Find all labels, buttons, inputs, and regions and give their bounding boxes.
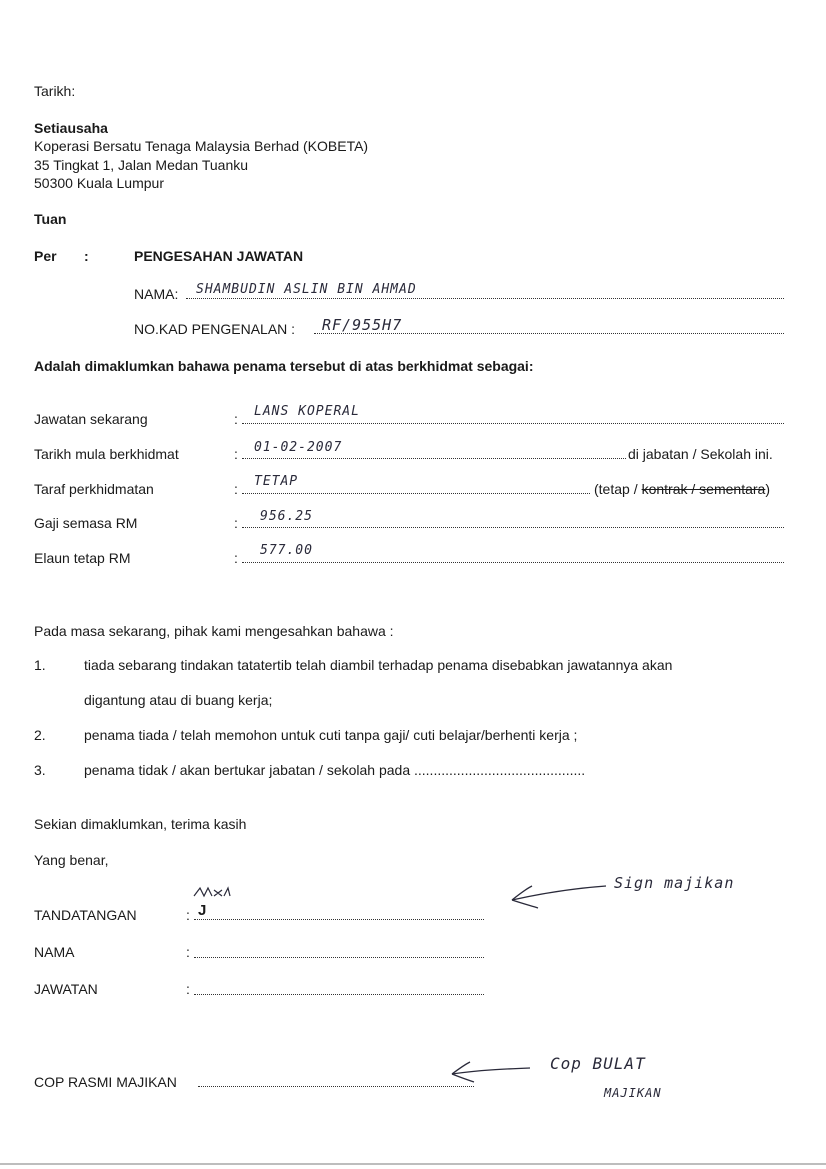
ic-label: NO.KAD PENGENALAN :: [134, 321, 296, 337]
name-sign-line: [194, 957, 484, 958]
signature-label: TANDATANGAN: [34, 907, 137, 923]
address-line-1: Koperasi Bersatu Tenaga Malaysia Berhad (KOBETA): [34, 138, 369, 154]
detail-colon: :: [234, 515, 238, 531]
detail-line-salary: [242, 527, 784, 528]
subject-title: PENGESAHAN JAWATAN: [134, 248, 304, 264]
position-label: JAWATAN: [34, 981, 98, 997]
item-number-1: 1.: [34, 657, 46, 673]
detail-colon: :: [234, 411, 238, 427]
detail-line-allowance: [242, 562, 784, 563]
item-number-2: 2.: [34, 727, 46, 743]
confirm-intro: Pada masa sekarang, pihak kami mengesahkan bahawa :: [34, 623, 394, 639]
signature-line: [194, 919, 484, 920]
item-text-1-cont: digantung atau di buang kerja;: [84, 692, 273, 708]
signature-colon: :: [186, 907, 190, 923]
intro-text: Adalah dimaklumkan bahawa penama tersebut di atas berkhidmat sebagai:: [34, 358, 534, 374]
item-text-3: penama tidak / akan bertukar jabatan / sekolah pada ............................................: [84, 762, 586, 778]
detail-line-position: [242, 423, 784, 424]
detail-label-start-date: Tarikh mula berkhidmat: [34, 446, 179, 462]
suffix-close: ): [765, 481, 770, 497]
item-text-2: penama tiada / telah memohon untuk cuti tanpa gaji/ cuti belajar/berhenti kerja ;: [84, 727, 578, 743]
signature-scribble: [192, 884, 232, 902]
salutation: Tuan: [34, 211, 67, 227]
item-text-1: tiada sebarang tindakan tatatertib telah diambil terhadap penama disebabkan jawatannya akan: [84, 657, 673, 673]
recipient-title: Setiausaha: [34, 120, 108, 136]
detail-colon: :: [234, 481, 238, 497]
detail-label-allowance: Elaun tetap RM: [34, 550, 131, 566]
detail-value-position: LANS KOPERAL: [254, 404, 360, 419]
name-line: [186, 298, 784, 299]
address-line-3: 50300 Kuala Lumpur: [34, 175, 164, 191]
signature-initial: J: [198, 902, 207, 919]
arrow-left-icon: [444, 1058, 534, 1084]
name-label: NAMA:: [134, 286, 179, 302]
name-sign-label: NAMA: [34, 944, 75, 960]
address-line-2: 35 Tingkat 1, Jalan Medan Tuanku: [34, 157, 249, 173]
date-label: Tarikh:: [34, 83, 76, 99]
sign-note: Sign majikan: [614, 874, 735, 892]
detail-value-service-status: TETAP: [254, 474, 299, 489]
detail-label-position: Jawatan sekarang: [34, 411, 148, 427]
subject-label: Per: [34, 248, 57, 264]
suffix-plain: (tetap /: [594, 481, 638, 497]
detail-line-service-status: [242, 493, 590, 494]
detail-colon: :: [234, 446, 238, 462]
detail-colon: :: [234, 550, 238, 566]
ic-value: RF/955H7: [322, 316, 403, 334]
closing-text: Sekian dimaklumkan, terima kasih: [34, 816, 247, 832]
position-colon: :: [186, 981, 190, 997]
name-sign-colon: :: [186, 944, 190, 960]
position-line: [194, 994, 484, 995]
detail-label-service-status: Taraf perkhidmatan: [34, 481, 154, 497]
detail-value-start-date: 01-02-2007: [254, 440, 343, 455]
suffix-struck: kontrak / sementara: [641, 481, 766, 497]
arrow-left-icon: [498, 880, 610, 910]
stamp-note-line2: MAJIKAN: [604, 1086, 662, 1100]
stamp-note-line1: Cop BULAT: [550, 1054, 646, 1073]
stamp-label: COP RASMI MAJIKAN: [34, 1074, 177, 1090]
detail-value-allowance: 577.00: [260, 543, 313, 558]
detail-suffix-start-date: di jabatan / Sekolah ini.: [628, 446, 773, 462]
subject-colon: :: [84, 248, 89, 264]
scan-edge: [0, 1163, 826, 1165]
detail-suffix-service-status: [594, 481, 770, 497]
yours-text: Yang benar,: [34, 852, 109, 868]
item-number-3: 3.: [34, 762, 46, 778]
name-value: SHAMBUDIN ASLIN BIN AHMAD: [196, 282, 417, 297]
detail-value-salary: 956.25: [260, 509, 313, 524]
detail-label-salary: Gaji semasa RM: [34, 515, 138, 531]
stamp-line: [198, 1086, 474, 1087]
detail-line-start-date: [242, 458, 626, 459]
